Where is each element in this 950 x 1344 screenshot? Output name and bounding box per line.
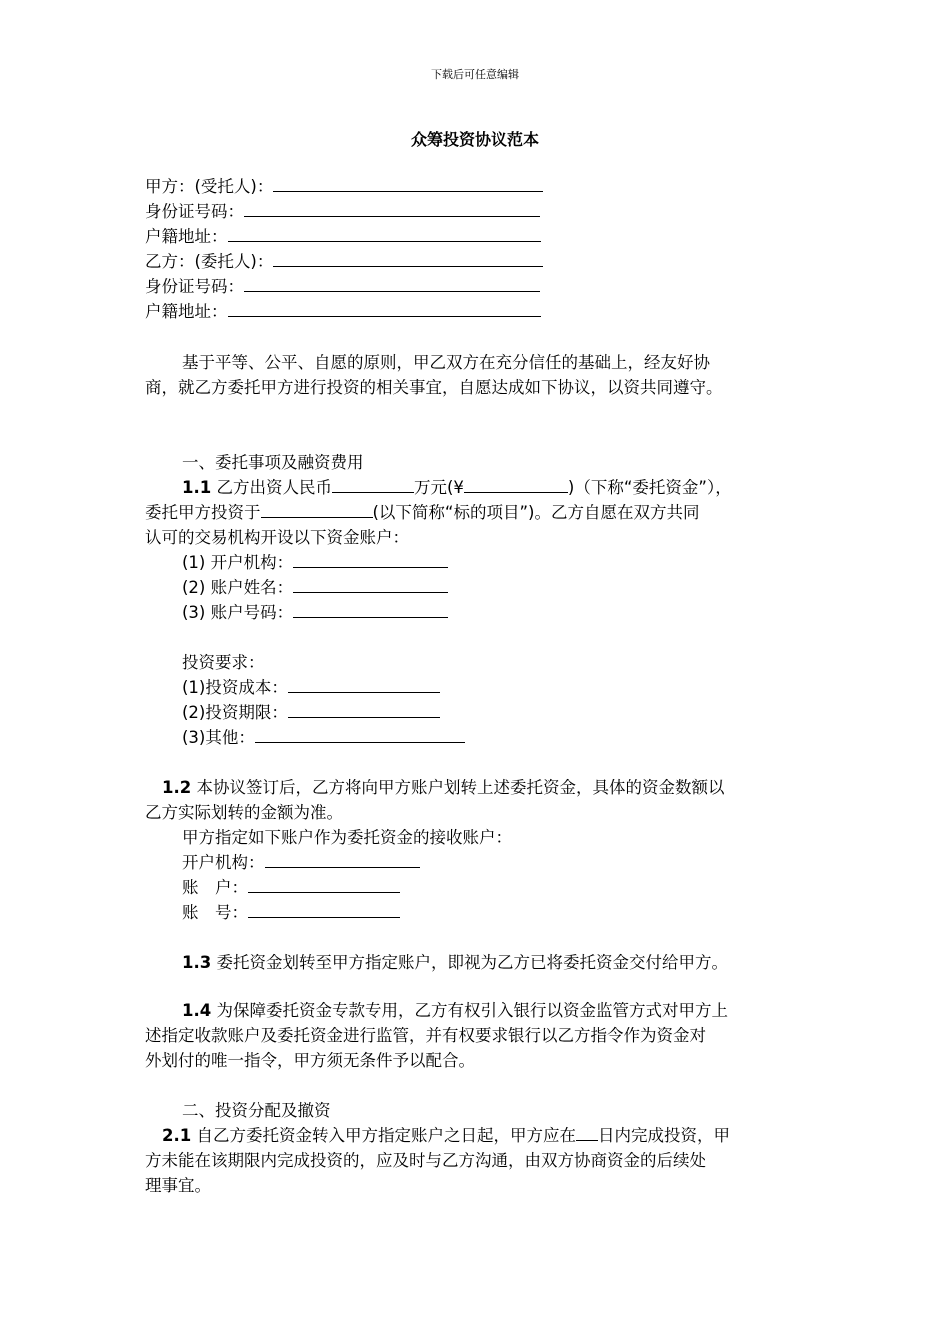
party-b-blank[interactable] — [273, 249, 543, 267]
amount-yuan-blank[interactable] — [464, 475, 568, 493]
clause-2-1-text-b: 日内完成投资，甲 — [597, 1126, 730, 1145]
account-institution-line — [182, 550, 448, 575]
investment-requirements-heading: 投资要求： — [182, 653, 265, 672]
receiving-institution-blank[interactable] — [265, 850, 420, 868]
investment-term-line — [182, 700, 440, 725]
party-a-id-label: 身份证号码： — [145, 202, 244, 221]
clause-2-1-text-a: 自乙方委托资金转入甲方指定账户之日起，甲方应在 — [191, 1126, 576, 1145]
party-a-blank[interactable] — [273, 174, 543, 192]
clause-1-1-text-a: 乙方出资人民币 — [211, 478, 332, 497]
account-institution-blank[interactable] — [293, 550, 448, 568]
clause-1-4-line-2: 述指定收款账户及委托资金进行监管，并有权要求银行以乙方指令作为资金对 — [145, 1026, 706, 1045]
document-title: 众筹投资协议范本 — [410, 130, 539, 149]
section-2-heading: 二、投资分配及撤资 — [182, 1101, 331, 1120]
account-institution-label: (1) 开户机构： — [182, 553, 294, 572]
receiving-institution-line — [182, 850, 420, 875]
section-1-heading: 一、委托事项及融资费用 — [182, 453, 364, 472]
party-b-id-blank[interactable] — [244, 274, 540, 292]
clause-1-1-text-e: (以下简称“标的项目”)。乙方自愿在双方共同 — [372, 503, 700, 522]
account-name-line — [182, 575, 448, 600]
account-name-blank[interactable] — [293, 575, 448, 593]
receiving-institution-label: 开户机构： — [182, 853, 265, 872]
receiving-account-label: 账 户： — [182, 878, 248, 897]
clause-2-1-line-1 — [162, 1123, 730, 1148]
party-b-addr-label: 户籍地址： — [145, 302, 228, 321]
receiving-number-label: 账 号： — [182, 903, 248, 922]
receiving-number-blank[interactable] — [248, 900, 400, 918]
party-b-label: 乙方：(委托人)： — [145, 252, 274, 271]
receiving-account-line — [182, 875, 400, 900]
receiving-number-line — [182, 900, 400, 925]
party-a-line — [145, 174, 543, 199]
party-a-id-blank[interactable] — [244, 199, 540, 217]
investment-cost-blank[interactable] — [288, 675, 440, 693]
investment-other-label: (3)其他： — [182, 728, 255, 747]
intro-line-2: 商，就乙方委托甲方进行投资的相关事宜，自愿达成如下协议，以资共同遵守。 — [145, 378, 723, 397]
clause-1-4-line-3: 外划付的唯一指令，甲方须无条件予以配合。 — [145, 1051, 475, 1070]
party-a-label: 甲方：(受托人)： — [145, 177, 274, 196]
clause-1-2-text-a: 本协议签订后，乙方将向甲方账户划转上述委托资金，具体的资金数额以 — [191, 778, 725, 797]
clause-1-2-line-3: 甲方指定如下账户作为委托资金的接收账户： — [182, 828, 512, 847]
party-a-addr-label: 户籍地址： — [145, 227, 228, 246]
clause-1-2-line-2: 乙方实际划转的金额为准。 — [145, 803, 343, 822]
investment-term-label: (2)投资期限： — [182, 703, 288, 722]
investment-cost-line — [182, 675, 440, 700]
intro-line-1: 基于平等、公平、自愿的原则，甲乙双方在充分信任的基础上，经友好协 — [182, 353, 710, 372]
account-name-label: (2) 账户姓名： — [182, 578, 294, 597]
party-a-addr-line — [145, 224, 541, 249]
target-project-blank[interactable] — [261, 500, 373, 518]
clause-1-4-number: 1.4 — [182, 1001, 212, 1020]
clause-1-1-number: 1.1 — [182, 478, 212, 497]
party-b-id-line — [145, 274, 540, 299]
clause-1-3-number: 1.3 — [182, 953, 212, 972]
clause-2-1-line-3: 理事宜。 — [145, 1176, 211, 1195]
party-b-line — [145, 249, 543, 274]
days-blank[interactable] — [576, 1123, 598, 1141]
party-b-id-label: 身份证号码： — [145, 277, 244, 296]
clause-1-2-line-1 — [162, 775, 724, 800]
clause-1-3-text-a: 委托资金划转至甲方指定账户，即视为乙方已将委托资金交付给甲方。 — [211, 953, 728, 972]
amount-wan-blank[interactable] — [332, 475, 414, 493]
investment-cost-label: (1)投资成本： — [182, 678, 288, 697]
party-b-addr-blank[interactable] — [228, 299, 541, 317]
clause-1-1-text-c: )（下称“委托资金”）， — [567, 478, 732, 497]
clause-1-1-line-1 — [182, 475, 732, 500]
clause-1-2-number: 1.2 — [162, 778, 192, 797]
investment-other-line — [182, 725, 465, 750]
investment-term-blank[interactable] — [288, 700, 440, 718]
clause-1-4-text-a: 为保障委托资金专款专用，乙方有权引入银行以资金监管方式对甲方上 — [211, 1001, 728, 1020]
clause-1-1-line-2 — [145, 500, 699, 525]
clause-1-1-text-d: 委托甲方投资于 — [145, 503, 261, 522]
clause-1-1-line-3: 认可的交易机构开设以下资金账户： — [145, 528, 409, 547]
investment-other-blank[interactable] — [255, 725, 465, 743]
account-number-blank[interactable] — [293, 600, 448, 618]
page-header: 下载后可任意编辑 — [431, 68, 519, 81]
clause-2-1-line-2: 方未能在该期限内完成投资的，应及时与乙方沟通，由双方协商资金的后续处 — [145, 1151, 706, 1170]
account-number-line — [182, 600, 448, 625]
receiving-account-blank[interactable] — [248, 875, 400, 893]
party-a-id-line — [145, 199, 540, 224]
account-number-label: (3) 账户号码： — [182, 603, 294, 622]
clause-2-1-number: 2.1 — [162, 1126, 192, 1145]
clause-1-4-line-1 — [182, 998, 728, 1023]
clause-1-1-text-b: 万元(¥ — [413, 478, 464, 497]
clause-1-3-line-1 — [182, 950, 728, 975]
party-a-addr-blank[interactable] — [228, 224, 541, 242]
party-b-addr-line — [145, 299, 541, 324]
